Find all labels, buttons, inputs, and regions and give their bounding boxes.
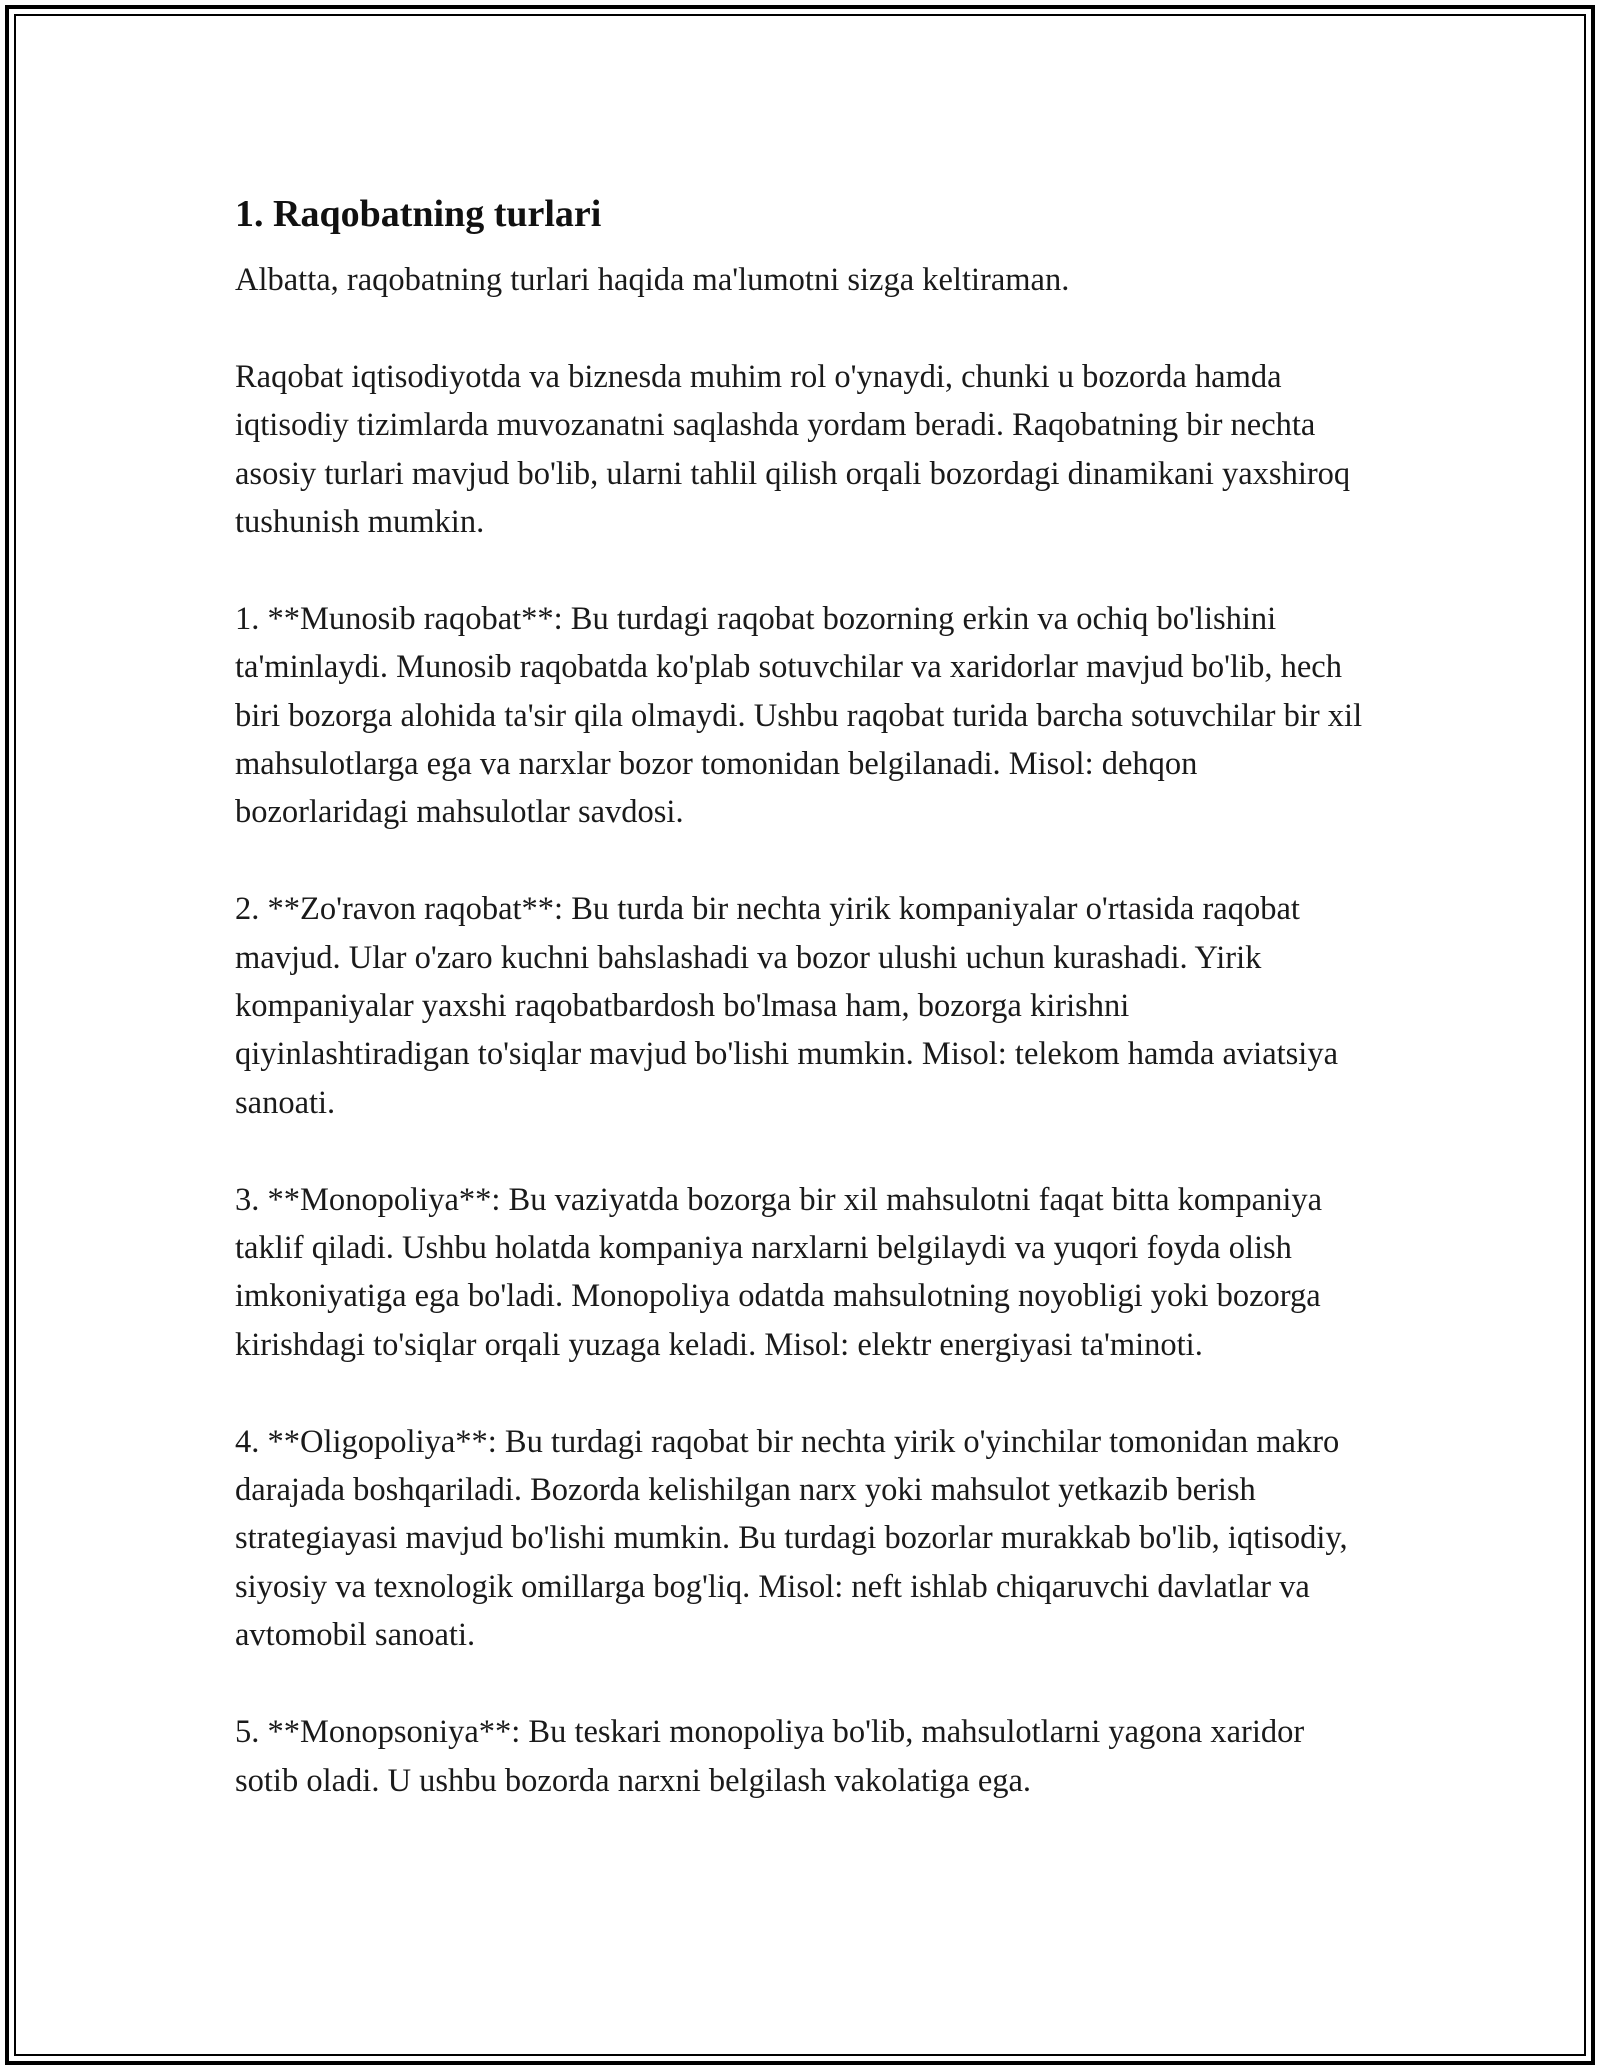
- paragraph-oligopoliya: 4. **Oligopoliya**: Bu turdagi raqobat bir nechta yirik o'yinchilar tomonidan makro darajada boshqariladi. Bozorda kelishilgan narx yoki mahsulot yetkazib berish strategiayasi mavjud bo'lishi mumkin. Bu turdagi bozorlar murakkab bo'lib, iqtisodiy, siyosiy va texnologik omillarga bog'liq. Misol: neft ishlab chiqaruvchi davlatlar va avtomobil sanoati.: [235, 1423, 1348, 1654]
- document-title: 1. Raqobatning turlari: [235, 193, 602, 235]
- paragraph-zoravon-raqobat: 2. **Zo'ravon raqobat**: Bu turda bir nechta yirik kompaniyalar o'rtasida raqobat mavjud. Ular o'zaro kuchni bahslashadi va bozor ulushi uchun kurashadi. Yirik kompaniyalar yaxshi raqobatbardosh bo'lmasa ham, bozorga kirishni qiyinlashtiradigan to'siqlar mavjud bo'lishi mumkin. Misol: telekom hamda aviatsiya sanoati.: [235, 891, 1339, 1121]
- paragraph-monopoliya: 3. **Monopoliya**: Bu vaziyatda bozorga bir xil mahsulotni faqat bitta kompaniya taklif qiladi. Ushbu holatda kompaniya narxlarni belgilaydi va yuqori foyda olish imkoniyatiga ega bo'ladi. Monopoliya odatda mahsulotning noyobligi yoki bozorga kirishdagi to'siqlar orqali yuzaga keladi. Misol: elektr energiyasi ta'minoti.: [235, 1181, 1323, 1363]
- paragraph-overview: Raqobat iqtisodiyotda va biznesda muhim rol o'ynaydi, chunki u bozorda hamda iqtisodiy tizimlarda muvozanatni saqlashda yordam beradi. Raqobatning bir nechta asosiy turlari mavjud bo'lib, ularni tahlil qilish orqali bozordagi dinamikani yaxshiroq tushunish mumkin.: [235, 358, 1351, 541]
- paragraph-monopsoniya: 5. **Monopsoniya**: Bu teskari monopoliya bo'lib, mahsulotlarni yagona xaridor sotib oladi. U ushbu bozorda narxni belgilash vakolatiga ega.: [235, 1714, 1305, 1799]
- paragraph-intro: Albatta, raqobatning turlari haqida ma'lumotni sizga keltiraman.: [235, 262, 1070, 298]
- document-body: [235, 186, 1365, 1805]
- paragraph-munosib-raqobat: 1. **Munosib raqobat**: Bu turdagi raqobat bozorning erkin va ochiq bo'lishini ta'minlaydi. Munosib raqobatda ko'plab sotuvchilar va xaridorlar mavjud bo'lib, hech biri bozorga alohida ta'sir qila olmaydi. Ushbu raqobat turida barcha sotuvchilar bir xil mahsulotlarga ega va narxlar bozor tomonidan belgilanadi. Misol: dehqon bozorlaridagi mahsulotlar savdosi.: [235, 600, 1363, 831]
